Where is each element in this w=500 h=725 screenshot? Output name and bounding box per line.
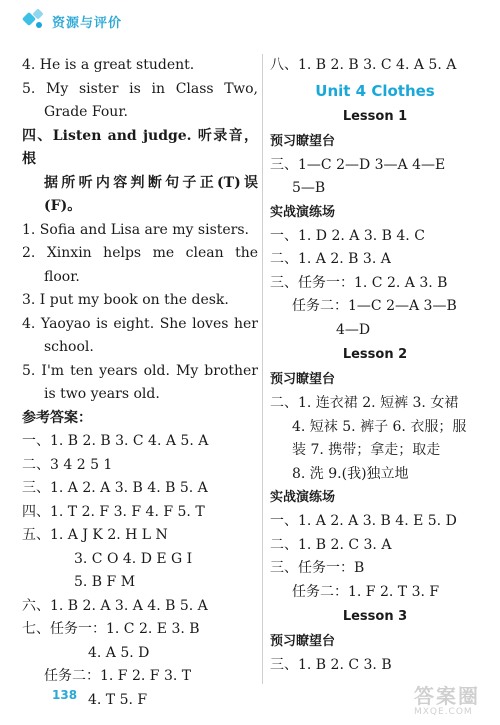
text-line: 4—D <box>336 321 371 338</box>
text-line: 一、1. A 2. A 3. B 4. E 5. D <box>270 513 457 529</box>
text-line: 二、1. B 2. C 3. A <box>270 536 392 553</box>
page-number: 138 <box>52 688 78 702</box>
text-line: 三、1. B 2. C 3. B <box>270 657 392 673</box>
text-line: 实战演练场 <box>270 204 336 220</box>
text-line: 8. 洗 9.(我)独立地 <box>292 465 409 482</box>
text-line: 4. Yaoyao is eight. She loves her <box>22 315 258 332</box>
text-line: 4. He is a great student. <box>22 57 195 73</box>
text-line: 5. B F M <box>74 574 136 590</box>
header-title: 资源与评价 <box>52 15 123 31</box>
text-line: 八、1. B 2. B 3. C 4. A 5. A <box>270 57 457 73</box>
text-line: 参考答案： <box>22 409 92 426</box>
text-line: 装 7. 携带；拿走；取走 <box>292 442 441 458</box>
text-line: 五、1. A J K 2. H L N <box>22 527 168 543</box>
text-line: 3. C O 4. D E G I <box>74 550 193 567</box>
text-line: Unit 4 Clothes <box>315 81 435 100</box>
text-line: 一、1. B 2. B 3. C 4. A 5. A <box>22 433 209 449</box>
text-line: Lesson 2 <box>342 347 408 362</box>
watermark-logo <box>414 685 492 719</box>
text-line: 三、任务一：1. C 2. A 3. B <box>270 274 448 291</box>
text-line: 4. 短袜 5. 裤子 6. 衣服；服 <box>292 418 467 435</box>
text-line: 三、任务一：B <box>270 560 365 576</box>
text-line: 二、3 4 2 5 1 <box>22 456 113 473</box>
text-line: 2. Xinxin helps me clean the <box>22 245 258 261</box>
text-line: 预习瞭望台 <box>270 133 336 149</box>
text-line: 四、Listen and judge. 听录音，根 <box>22 127 258 167</box>
text-line: 七、任务一：1. C 2. E 3. B <box>22 621 200 637</box>
text-line: 二、1. 连衣裙 2. 短裤 3. 女裙 <box>270 395 459 411</box>
text-line: Lesson 1 <box>342 108 408 124</box>
text-line: 预习瞭望台 <box>270 634 336 649</box>
text-line: 4. T 5. F <box>88 691 148 708</box>
text-line: 二、1. A 2. B 3. A <box>270 251 391 267</box>
text-line: floor. <box>44 268 80 285</box>
text-line: Lesson 3 <box>342 609 408 624</box>
logo-icon <box>22 10 50 32</box>
text-line: Grade Four. <box>44 104 128 120</box>
text-line: 任务二：1. F 2. T 3. F <box>292 583 440 600</box>
text-line: 四、1. T 2. F 3. F 4. F 5. T <box>22 503 205 520</box>
text-line: 三、1—C 2—D 3—A 4—E <box>270 156 446 173</box>
watermark-top: 答案圈 <box>414 684 480 708</box>
text-line: 据所听内容判断句子正(T)误 <box>44 174 258 191</box>
text-line: 3. I put my book on the desk. <box>22 292 229 308</box>
text-line: is two years old. <box>44 386 160 402</box>
text-line: 任务二：1—C 2—A 3—B <box>292 298 457 314</box>
text-line: (F)。 <box>44 198 82 214</box>
text-line: 5. My sister is in Class Two, <box>22 80 258 97</box>
left-column <box>22 54 258 712</box>
text-line: 一、1. D 2. A 3. B 4. C <box>270 227 425 244</box>
text-line: 1. Sofia and Lisa are my sisters. <box>22 221 249 238</box>
right-column <box>270 54 480 678</box>
text-line: school. <box>44 339 94 355</box>
text-line: 5. I'm ten years old. My brother <box>22 362 258 379</box>
text-line: 4. A 5. D <box>88 644 150 661</box>
page-header <box>22 8 122 34</box>
text-line: 实战演练场 <box>270 490 336 505</box>
text-line: 任务二：1. F 2. F 3. T <box>44 668 192 684</box>
text-line: 5—B <box>292 180 326 196</box>
text-line: 三、1. A 2. A 3. B 4. B 5. A <box>22 480 208 496</box>
text-line: 六、1. B 2. A 3. A 4. B 5. A <box>22 597 208 614</box>
text-line: 预习瞭望台 <box>270 372 336 387</box>
watermark-bottom: MXQE.COM <box>414 707 473 717</box>
column-divider <box>262 54 263 684</box>
